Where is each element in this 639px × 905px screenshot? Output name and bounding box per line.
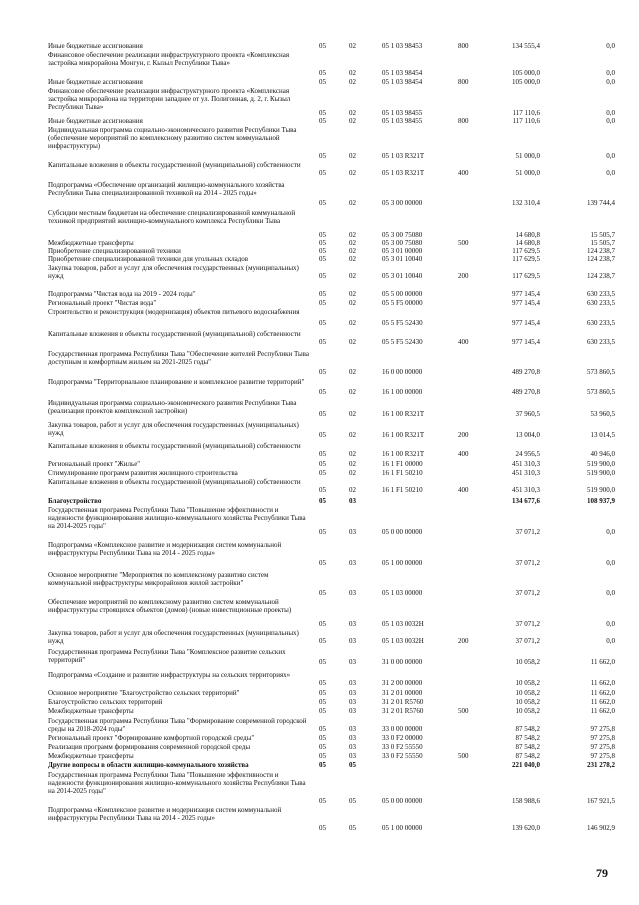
row-sum-2025: 97 275,8 <box>590 743 615 751</box>
row-sum-2025: 11 662,0 <box>590 679 615 687</box>
row-expense-type-code: 800 <box>458 78 469 86</box>
row-target-article-code: 05 1 03 98455 <box>382 109 423 117</box>
row-name: Капитальные вложения в объекты государственной (муниципальной) собственности <box>48 478 301 486</box>
row-section-code: 05 <box>319 388 326 396</box>
row-target-article-code: 05 1 03 98454 <box>382 69 423 77</box>
row-subsection-code: 02 <box>349 290 356 298</box>
row-sum-2025: 630 233,5 <box>587 299 615 307</box>
row-sum-2024: 117 110,6 <box>512 109 540 117</box>
row-target-article-code: 16 1 F1 50210 <box>382 486 423 494</box>
row-name: Межбюджетные трансферты <box>48 239 134 247</box>
row-sum-2024: 14 680,8 <box>515 239 540 247</box>
row-sum-2024: 117 629,5 <box>512 255 540 263</box>
row-subsection-code: 03 <box>349 528 356 536</box>
row-name: Государственная программа Республики Тыва "Повышение эффективности и надежности функционирования жилищно-коммунального хозяйства Республики Тыва на 2014-2025 годы" <box>48 506 306 530</box>
row-sum-2025: 0,0 <box>606 559 615 567</box>
row-section-code: 05 <box>319 460 326 468</box>
row-target-article-code: 16 1 F1 00000 <box>382 460 423 468</box>
row-sum-2025: 124 238,7 <box>587 272 615 280</box>
row-section-code: 05 <box>319 497 326 505</box>
row-section-code: 05 <box>319 109 326 117</box>
row-name: Капитальные вложения в объекты государственной (муниципальной) собственности <box>48 442 301 450</box>
row-sum-2024: 139 620,0 <box>512 824 540 832</box>
row-target-article-code: 16 1 00 R321T <box>382 410 425 418</box>
row-section-code: 05 <box>319 319 326 327</box>
row-sum-2025: 139 744,4 <box>587 199 615 207</box>
row-sum-2024: 87 548,2 <box>515 725 540 733</box>
row-sum-2024: 977 145,4 <box>512 290 540 298</box>
row-sum-2025: 11 662,0 <box>590 689 615 697</box>
row-sum-2024: 977 145,4 <box>512 319 540 327</box>
row-subsection-code: 03 <box>349 497 356 505</box>
row-subsection-code: 03 <box>349 679 356 687</box>
row-sum-2024: 451 310,3 <box>512 460 540 468</box>
row-name: Закупка товаров, работ и услуг для обеспечения государственных (муниципальных) нужд <box>48 264 299 280</box>
row-section-code: 05 <box>319 299 326 307</box>
row-sum-2024: 10 058,2 <box>515 707 540 715</box>
row-sum-2024: 51 000,0 <box>515 152 540 160</box>
row-target-article-code: 05 3 01 10040 <box>382 255 423 263</box>
row-section-code: 05 <box>319 42 326 50</box>
row-name: Индивидуальная программа социально-экономического развития Республики Тыва (реализация проектов комплексной застройки) <box>48 399 297 415</box>
row-section-code: 05 <box>319 658 326 666</box>
row-name: Закупка товаров, работ и услуг для обеспечения государственных (муниципальных) нужд <box>48 629 299 645</box>
row-section-code: 05 <box>319 199 326 207</box>
row-target-article-code: 05 5 F5 00000 <box>382 299 423 307</box>
row-section-code: 05 <box>319 239 326 247</box>
row-section-code: 05 <box>319 689 326 697</box>
row-name: Строительство и реконструкция (модернизация) объектов питьевого водоснабжения <box>48 308 300 316</box>
row-name: Иные бюджетные ассигнования <box>48 78 143 86</box>
row-sum-2025: 630 233,5 <box>587 338 615 346</box>
row-name: Обеспечение мероприятий по комплексному развитию систем коммунальной инфраструктуры строящихся объектов (домов) (новые инвестиционные проекты) <box>48 598 292 614</box>
row-expense-type-code: 400 <box>458 450 469 458</box>
row-section-code: 05 <box>319 78 326 86</box>
row-name: Государственная программа Республики Тыва "Комплексное развитие сельских территорий" <box>48 648 286 664</box>
row-subsection-code: 03 <box>349 743 356 751</box>
row-name: Стимулирование программ развития жилищного строительства <box>48 469 238 477</box>
row-name: Межбюджетные трансферты <box>48 752 134 760</box>
row-name: Региональный проект "Чистая вода" <box>48 299 157 307</box>
row-section-code: 05 <box>319 410 326 418</box>
row-sum-2025: 0,0 <box>606 152 615 160</box>
row-target-article-code: 05 1 00 00000 <box>382 824 423 832</box>
row-section-code: 05 <box>319 797 326 805</box>
row-subsection-code: 02 <box>349 239 356 247</box>
row-target-article-code: 31 2 01 R5760 <box>382 707 424 715</box>
row-target-article-code: 16 1 00 R321T <box>382 431 425 439</box>
row-name: Приобретение специализированной техники <box>48 247 181 255</box>
row-section-code: 05 <box>319 231 326 239</box>
row-expense-type-code: 500 <box>458 752 469 760</box>
row-section-code: 05 <box>319 69 326 77</box>
row-name: Основное мероприятие "Мероприятия по комплексному развитию систем коммунальной инфраструктуры микрорайонов жилой застройки" <box>48 571 269 587</box>
row-section-code: 05 <box>319 824 326 832</box>
row-target-article-code: 05 3 00 75080 <box>382 231 423 239</box>
row-subsection-code: 03 <box>349 707 356 715</box>
row-target-article-code: 33 0 F2 55550 <box>382 752 423 760</box>
row-sum-2024: 10 058,2 <box>515 658 540 666</box>
row-name: Иные бюджетные ассигнования <box>48 117 143 125</box>
row-sum-2025: 97 275,8 <box>590 734 615 742</box>
row-subsection-code: 02 <box>349 272 356 280</box>
row-section-code: 05 <box>319 679 326 687</box>
row-target-article-code: 05 1 03 0032Н <box>382 637 424 645</box>
row-target-article-code: 05 3 00 00000 <box>382 199 423 207</box>
row-expense-type-code: 200 <box>458 272 469 280</box>
row-sum-2024: 489 270,8 <box>512 388 540 396</box>
row-subsection-code: 02 <box>349 410 356 418</box>
row-sum-2024: 10 058,2 <box>515 689 540 697</box>
row-sum-2025: 0,0 <box>606 78 615 86</box>
row-section-code: 05 <box>319 637 326 645</box>
row-name: Государственная программа Республики Тыва "Обеспечение жителей Республики Тыва доступным и комфортным жильем на 2021-2025 годы" <box>48 350 309 366</box>
row-sum-2024: 37 071,2 <box>515 637 540 645</box>
row-subsection-code: 03 <box>349 734 356 742</box>
row-name: Капитальные вложения в объекты государственной (муниципальной) собственности <box>48 161 301 169</box>
row-name: Межбюджетные трансферты <box>48 707 134 715</box>
row-sum-2025: 231 278,2 <box>587 761 615 769</box>
row-expense-type-code: 800 <box>458 42 469 50</box>
row-section-code: 05 <box>319 528 326 536</box>
row-sum-2024: 10 058,2 <box>515 698 540 706</box>
row-subsection-code: 02 <box>349 152 356 160</box>
row-section-code: 05 <box>319 707 326 715</box>
row-target-article-code: 31 2 00 00000 <box>382 679 423 687</box>
row-target-article-code: 33 0 F2 00000 <box>382 734 423 742</box>
row-sum-2025: 167 921,5 <box>587 797 615 805</box>
row-sum-2024: 37 071,2 <box>515 620 540 628</box>
row-subsection-code: 02 <box>349 431 356 439</box>
row-target-article-code: 31 2 01 R5760 <box>382 698 424 706</box>
row-name: Индивидуальная программа социально-экономического развития Республики Тыва (обеспечение мероприятий по комплексному развитию систем коммунальной инфраструктуры) <box>48 126 297 150</box>
row-target-article-code: 16 1 F1 50210 <box>382 469 423 477</box>
row-section-code: 05 <box>319 255 326 263</box>
page-number: 79 <box>596 866 608 880</box>
row-subsection-code: 02 <box>349 117 356 125</box>
row-expense-type-code: 400 <box>458 169 469 177</box>
row-section-code: 05 <box>319 152 326 160</box>
row-section-code: 05 <box>319 450 326 458</box>
row-subsection-code: 03 <box>349 637 356 645</box>
row-name: Приобретение специализированной техники для угольных складов <box>48 255 249 263</box>
row-target-article-code: 05 1 03 98454 <box>382 78 423 86</box>
row-section-code: 05 <box>319 272 326 280</box>
row-subsection-code: 02 <box>349 486 356 494</box>
row-target-article-code: 16 0 00 00000 <box>382 368 423 376</box>
row-sum-2024: 977 145,4 <box>512 338 540 346</box>
row-sum-2024: 105 000,0 <box>512 78 540 86</box>
row-sum-2024: 451 310,3 <box>512 486 540 494</box>
row-sum-2024: 221 040,0 <box>512 761 540 769</box>
row-name: Другие вопросы в области жилищно-коммунального хозяйства <box>48 761 249 769</box>
row-name: Подпрограмма «Создание и развитие инфраструктуры на сельских территориях» <box>48 671 291 679</box>
row-subsection-code: 03 <box>349 752 356 760</box>
row-subsection-code: 02 <box>349 450 356 458</box>
row-name: Региональный проект "Жилье" <box>48 460 141 468</box>
row-subsection-code: 02 <box>349 388 356 396</box>
row-target-article-code: 05 1 03 00000 <box>382 589 423 597</box>
row-name: Реализация программ формирования современной городской среды <box>48 743 251 751</box>
row-section-code: 05 <box>319 725 326 733</box>
row-subsection-code: 02 <box>349 69 356 77</box>
row-sum-2025: 0,0 <box>606 637 615 645</box>
row-name: Благоустройство сельских территорий <box>48 698 163 706</box>
row-name: Иные бюджетные ассигнования <box>48 42 143 50</box>
row-section-code: 05 <box>319 752 326 760</box>
row-sum-2025: 519 900,0 <box>587 486 615 494</box>
row-subsection-code: 02 <box>349 247 356 255</box>
row-sum-2025: 0,0 <box>606 109 615 117</box>
row-target-article-code: 31 0 00 00000 <box>382 658 423 666</box>
row-sum-2024: 134 555,4 <box>512 42 540 50</box>
row-sum-2025: 40 946,0 <box>590 450 615 458</box>
row-sum-2024: 117 629,5 <box>512 272 540 280</box>
row-expense-type-code: 500 <box>458 707 469 715</box>
row-target-article-code: 16 1 00 00000 <box>382 388 423 396</box>
row-name: Закупка товаров, работ и услуг для обеспечения государственных (муниципальных) нужд <box>48 421 299 437</box>
row-subsection-code: 02 <box>349 338 356 346</box>
row-sum-2024: 117 110,6 <box>512 117 540 125</box>
row-subsection-code: 02 <box>349 469 356 477</box>
row-target-article-code: 31 2 01 00000 <box>382 689 423 697</box>
row-subsection-code: 02 <box>349 255 356 263</box>
row-subsection-code: 03 <box>349 620 356 628</box>
row-subsection-code: 03 <box>349 689 356 697</box>
row-expense-type-code: 400 <box>458 486 469 494</box>
row-sum-2025: 0,0 <box>606 589 615 597</box>
row-target-article-code: 05 5 F5 52430 <box>382 338 423 346</box>
row-sum-2025: 0,0 <box>606 169 615 177</box>
row-name: Основное мероприятие "Благоустройство сельских территорий" <box>48 689 240 697</box>
row-subsection-code: 03 <box>349 559 356 567</box>
row-expense-type-code: 800 <box>458 117 469 125</box>
row-sum-2024: 105 000,0 <box>512 69 540 77</box>
row-section-code: 05 <box>319 368 326 376</box>
row-sum-2025: 630 233,5 <box>587 290 615 298</box>
row-sum-2025: 11 662,0 <box>590 707 615 715</box>
row-target-article-code: 33 0 F2 55550 <box>382 743 423 751</box>
row-section-code: 05 <box>319 169 326 177</box>
row-target-article-code: 05 0 00 00000 <box>382 528 423 536</box>
row-sum-2025: 0,0 <box>606 69 615 77</box>
row-sum-2024: 51 000,0 <box>515 169 540 177</box>
row-subsection-code: 02 <box>349 319 356 327</box>
row-subsection-code: 02 <box>349 231 356 239</box>
row-expense-type-code: 200 <box>458 431 469 439</box>
row-expense-type-code: 500 <box>458 239 469 247</box>
row-subsection-code: 05 <box>349 797 356 805</box>
row-name: Подпрограмма «Обеспечение организаций жилищно-коммунального хозяйства Республики Тыва специализированной техникой на 2014 - 2025 годы» <box>48 181 285 197</box>
row-name: Подпрограмма «Комплексное развитие и модернизация систем коммунальной инфраструктуры Республики Тыва на 2014 - 2025 годы» <box>48 541 282 557</box>
row-sum-2025: 53 960,5 <box>590 410 615 418</box>
row-subsection-code: 02 <box>349 368 356 376</box>
row-section-code: 05 <box>319 589 326 597</box>
row-section-code: 05 <box>319 698 326 706</box>
row-section-code: 05 <box>319 338 326 346</box>
row-sum-2025: 15 505,7 <box>590 239 615 247</box>
row-sum-2024: 158 988,6 <box>512 797 540 805</box>
row-sum-2025: 519 900,0 <box>587 469 615 477</box>
row-sum-2024: 87 548,2 <box>515 734 540 742</box>
row-sum-2025: 11 662,0 <box>590 658 615 666</box>
row-sum-2025: 0,0 <box>606 117 615 125</box>
row-sum-2024: 87 548,2 <box>515 752 540 760</box>
row-subsection-code: 05 <box>349 824 356 832</box>
row-name: Капитальные вложения в объекты государственной (муниципальной) собственности <box>48 330 301 338</box>
row-section-code: 05 <box>319 620 326 628</box>
row-target-article-code: 05 1 03 98453 <box>382 42 423 50</box>
row-section-code: 05 <box>319 290 326 298</box>
row-subsection-code: 02 <box>349 299 356 307</box>
row-subsection-code: 02 <box>349 109 356 117</box>
row-target-article-code: 05 5 00 00000 <box>382 290 423 298</box>
row-name: Подпрограмма "Территориальное планирование и комплексное развитие территорий" <box>48 378 305 386</box>
row-section-code: 05 <box>319 743 326 751</box>
row-sum-2024: 37 071,2 <box>515 528 540 536</box>
row-target-article-code: 05 1 03 R321T <box>382 169 425 177</box>
row-sum-2024: 117 629,5 <box>512 247 540 255</box>
row-target-article-code: 05 1 00 00000 <box>382 559 423 567</box>
row-sum-2025: 15 505,7 <box>590 231 615 239</box>
row-sum-2024: 451 310,3 <box>512 469 540 477</box>
row-subsection-code: 02 <box>349 460 356 468</box>
row-sum-2025: 124 238,7 <box>587 255 615 263</box>
row-sum-2024: 10 058,2 <box>515 679 540 687</box>
row-section-code: 05 <box>319 117 326 125</box>
row-subsection-code: 02 <box>349 78 356 86</box>
row-sum-2025: 108 937,9 <box>587 497 615 505</box>
row-sum-2025: 573 860,5 <box>587 368 615 376</box>
row-subsection-code: 05 <box>349 761 356 769</box>
row-subsection-code: 03 <box>349 698 356 706</box>
row-subsection-code: 02 <box>349 42 356 50</box>
row-name: Благоустройство <box>48 497 102 505</box>
row-sum-2025: 97 275,8 <box>590 752 615 760</box>
row-name: Государственная программа Республики Тыва "Повышение эффективности и надежности функционирования жилищно-коммунального хозяйства Республики Тыва на 2014-2025 годы" <box>48 771 306 795</box>
row-expense-type-code: 400 <box>458 338 469 346</box>
row-sum-2024: 13 004,0 <box>515 431 540 439</box>
row-sum-2025: 11 662,0 <box>590 698 615 706</box>
row-sum-2024: 489 270,8 <box>512 368 540 376</box>
row-section-code: 05 <box>319 734 326 742</box>
row-target-article-code: 05 5 F5 52430 <box>382 319 423 327</box>
row-sum-2025: 573 860,5 <box>587 388 615 396</box>
row-sum-2025: 124 238,7 <box>587 247 615 255</box>
row-section-code: 05 <box>319 247 326 255</box>
row-sum-2025: 0,0 <box>606 528 615 536</box>
row-name: Подпрограмма «Комплексное развитие и модернизация систем коммунальной инфраструктуры Республики Тыва на 2014 - 2025 годы» <box>48 806 282 822</box>
row-sum-2024: 37 960,5 <box>515 410 540 418</box>
row-name: Региональный проект "Формирование комфортной городской среды" <box>48 734 255 742</box>
row-target-article-code: 05 1 03 R321T <box>382 152 425 160</box>
row-sum-2025: 0,0 <box>606 620 615 628</box>
row-sum-2025: 0,0 <box>606 42 615 50</box>
row-target-article-code: 05 0 00 00000 <box>382 797 423 805</box>
row-target-article-code: 05 1 03 0032Н <box>382 620 424 628</box>
row-expense-type-code: 200 <box>458 637 469 645</box>
row-sum-2024: 24 956,5 <box>515 450 540 458</box>
row-section-code: 05 <box>319 559 326 567</box>
row-sum-2025: 13 014,5 <box>590 431 615 439</box>
row-target-article-code: 05 1 03 98455 <box>382 117 423 125</box>
row-sum-2024: 37 071,2 <box>515 559 540 567</box>
row-target-article-code: 05 3 01 00000 <box>382 247 423 255</box>
row-sum-2024: 37 071,2 <box>515 589 540 597</box>
row-target-article-code: 05 3 00 75080 <box>382 239 423 247</box>
row-target-article-code: 05 3 01 10040 <box>382 272 423 280</box>
row-name: Финансовое обеспечение реализации инфраструктурного проекта «Комплексная застройка микрорайона Монгун, г. Кызыл Республики Тыва» <box>48 51 290 67</box>
row-sum-2024: 87 548,2 <box>515 743 540 751</box>
row-sum-2025: 519 900,0 <box>587 460 615 468</box>
row-sum-2024: 134 677,6 <box>512 497 540 505</box>
row-section-code: 05 <box>319 486 326 494</box>
row-target-article-code: 33 0 00 00000 <box>382 725 423 733</box>
row-subsection-code: 03 <box>349 589 356 597</box>
row-sum-2024: 14 680,8 <box>515 231 540 239</box>
row-name: Государственная программа Республики Тыва "Формирование современной городской среды на 2018-2024 годы" <box>48 717 307 733</box>
row-sum-2025: 146 902,9 <box>587 824 615 832</box>
row-subsection-code: 02 <box>349 169 356 177</box>
row-section-code: 05 <box>319 469 326 477</box>
row-sum-2025: 630 233,5 <box>587 319 615 327</box>
row-sum-2025: 97 275,8 <box>590 725 615 733</box>
row-section-code: 05 <box>319 431 326 439</box>
row-target-article-code: 16 1 00 R321T <box>382 450 425 458</box>
row-name: Субсидии местным бюджетам на обеспечение специализированной коммунальной техникой предприятий жилищно-коммунального комплекса Республики Тыва <box>48 209 296 225</box>
row-name: Подпрограмма "Чистая вода на 2019 - 2024 годы" <box>48 290 196 298</box>
row-name: Финансовое обеспечение реализации инфраструктурного проекта «Комплексная застройка микрорайона на территории западнее от ул. Полигонная, д. 2, г. Кызыл Республики Тыва» <box>48 87 291 111</box>
row-section-code: 05 <box>319 761 326 769</box>
row-sum-2024: 977 145,4 <box>512 299 540 307</box>
row-subsection-code: 03 <box>349 658 356 666</box>
row-sum-2024: 132 310,4 <box>512 199 540 207</box>
row-subsection-code: 02 <box>349 199 356 207</box>
row-subsection-code: 03 <box>349 725 356 733</box>
